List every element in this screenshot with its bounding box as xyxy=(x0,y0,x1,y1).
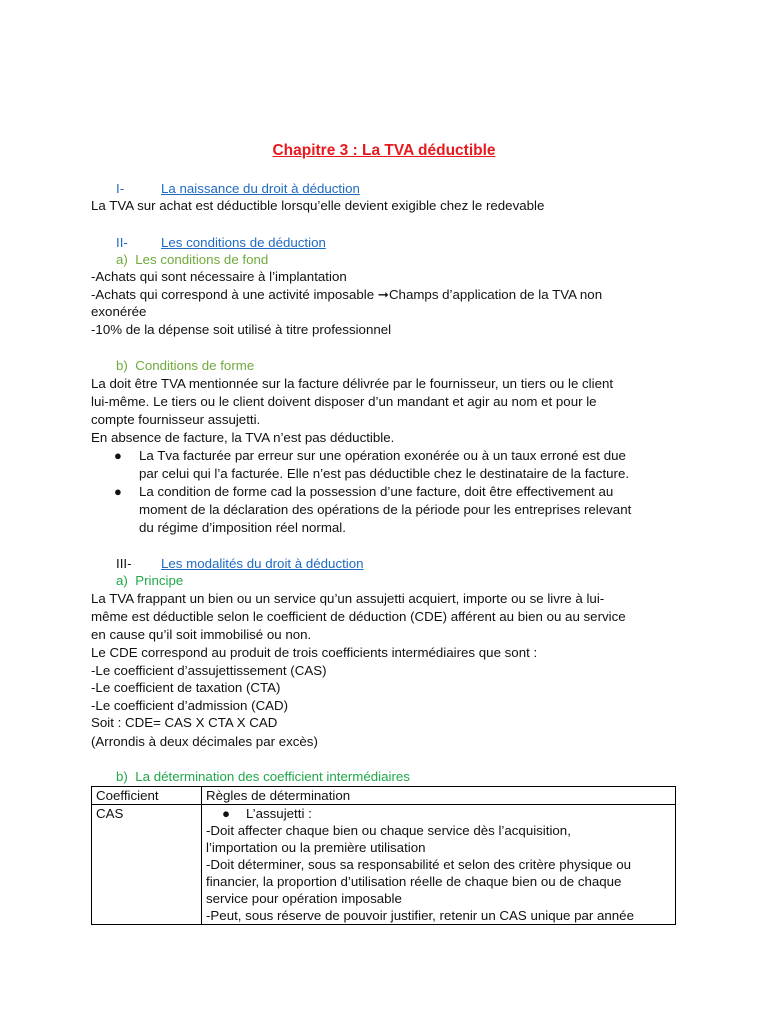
table-row xyxy=(92,805,676,925)
forme-line-2: lui-même. Le tiers ou le client doivent disposer d’un mandant et agir au nom et pour le xyxy=(91,394,597,409)
section-1-heading: La naissance du droit à déduction xyxy=(161,181,360,196)
forme-line-3: compte fournisseur assujetti. xyxy=(91,412,261,427)
principe-line-6: -Le coefficient de taxation (CTA) xyxy=(91,680,281,695)
principe-line-9: (Arrondis à deux décimales par excès) xyxy=(91,734,318,749)
principe-line-7: -Le coefficient d’admission (CAD) xyxy=(91,698,289,713)
rule-line: -Peut, sous réserve de pouvoir justifier, retenir un CAS unique par année xyxy=(206,908,634,923)
section-2-heading: Les conditions de déduction xyxy=(161,235,326,250)
rule-line: l’importation ou la première utilisation xyxy=(206,840,426,855)
fond-line-2: -Achats qui correspond à une activité imposable ➞Champs d’application de la TVA non xyxy=(91,287,603,302)
bullet-2-line-3: du régime d’imposition réel normal. xyxy=(139,520,346,535)
bullet-icon: ● xyxy=(114,448,122,463)
rule-line: service pour opération imposable xyxy=(206,891,402,906)
rule-line: -Doit déterminer, sous sa responsabilité et selon des critère physique ou xyxy=(206,857,631,872)
principe-line-3: en cause qu’il soit immobilisé ou non. xyxy=(91,627,312,642)
section-1-text: La TVA sur achat est déductible lorsqu’elle devient exigible chez le redevable xyxy=(91,198,545,213)
table-cell-rules xyxy=(202,805,676,925)
section-3-number: III- xyxy=(116,556,132,571)
subsection-3b-heading: b) La détermination des coefficient intermédiaires xyxy=(116,769,410,784)
section-3-heading: Les modalités du droit à déduction xyxy=(161,556,364,571)
principe-line-5: -Le coefficient d’assujettissement (CAS) xyxy=(91,663,327,678)
page-title: Chapitre 3 : La TVA déductible xyxy=(272,142,496,159)
arrow-right-icon: ➞ xyxy=(377,287,389,302)
bullet-1-line-2: par celui qui l’a facturée. Elle n’est pas déductible chez le destinataire de la facture. xyxy=(139,466,630,481)
bullet-1-line-1: La Tva facturée par erreur sur une opération exonérée ou à un taux erroné est due xyxy=(139,448,626,463)
bullet-icon: ● xyxy=(222,806,231,821)
principe-line-4: Le CDE correspond au produit de trois coefficients intermédiaires que sont : xyxy=(91,645,538,660)
fond-line-1: -Achats qui sont nécessaire à l’implantation xyxy=(91,269,347,284)
fond-line-3: exonérée xyxy=(91,304,147,319)
bullet-2-line-2: moment de la déclaration des opérations de la période pour les entreprises relevant xyxy=(139,502,632,517)
principe-line-2: même est déductible selon le coefficient de déduction (CDE) afférent au bien ou au service xyxy=(91,609,626,624)
forme-line-1: La doit être TVA mentionnée sur la facture délivrée par le fournisseur, un tiers ou le client xyxy=(91,376,614,391)
section-2-number: II- xyxy=(116,235,128,250)
cell-bullet: ● L’assujetti : xyxy=(222,806,312,821)
forme-line-4: En absence de facture, la TVA n’est pas déductible. xyxy=(91,430,395,445)
table-header: Règles de détermination xyxy=(202,787,676,805)
bullet-icon: ● xyxy=(114,484,122,499)
table-header-row xyxy=(92,787,676,805)
principe-line-8: Soit : CDE= CAS X CTA X CAD xyxy=(91,715,278,730)
fond-line-4: -10% de la dépense soit utilisé à titre professionnel xyxy=(91,322,392,337)
subsection-3a-heading: a) Principe xyxy=(116,573,184,588)
subsection-2b-heading: b) Conditions de forme xyxy=(116,358,255,373)
subsection-2a-heading: a) Les conditions de fond xyxy=(116,252,269,267)
coefficient-table xyxy=(91,786,676,925)
rule-line: financier, la proportion d’utilisation réelle de chaque bien ou de chaque xyxy=(206,874,622,889)
table-cell-label: CAS xyxy=(92,805,202,925)
section-1-number: I- xyxy=(116,181,125,196)
rule-line: -Doit affecter chaque bien ou chaque service dès l’acquisition, xyxy=(206,823,571,838)
table-header: Coefficient xyxy=(92,787,202,805)
bullet-2-line-1: La condition de forme cad la possession d’une facture, doit être effectivement au xyxy=(139,484,614,499)
principe-line-1: La TVA frappant un bien ou un service qu’un assujetti acquiert, importe ou se livre à lui- xyxy=(91,591,605,606)
